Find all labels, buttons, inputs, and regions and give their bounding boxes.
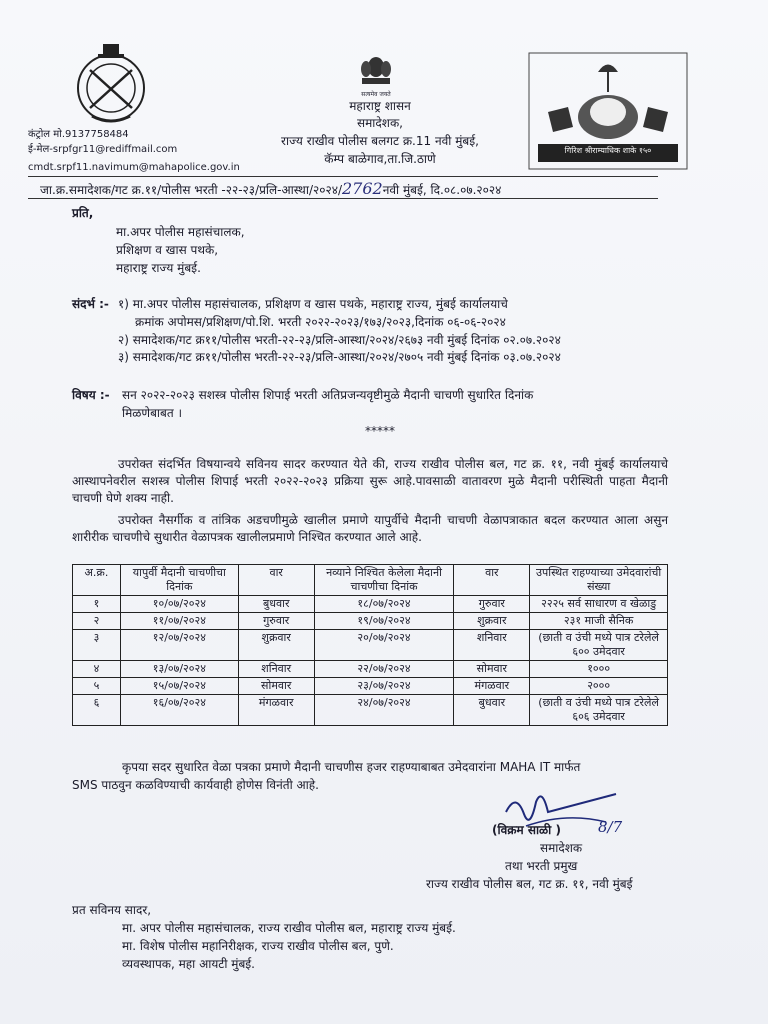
copy-to-label: प्रत सविनय सादर, <box>72 903 152 917</box>
cell-new-day: गुरुवार <box>454 596 530 613</box>
cell-old-day: बुधवार <box>238 596 314 613</box>
reference-3: ३) समादेशक/गट क्र११/पोलीस भरती-२२-२३/प्रलि-आस्था/२०२४/२७०५ नवी मुंबई दिनांक ०३.०७.२०२४ <box>118 350 561 364</box>
cell-new-date: २३/०७/२०२४ <box>314 678 454 695</box>
org-line-3: राज्य राखीव पोलीस बलगट क्र.11 नवी मुंबई, <box>281 134 479 148</box>
control-phone: कंट्रोल मो.9137758484 <box>28 129 129 140</box>
cell-new-date: २४/०७/२०२४ <box>314 695 454 726</box>
org-line-1: महाराष्ट्र शासन <box>349 99 411 113</box>
cell-new-date: २२/०७/२०२४ <box>314 661 454 678</box>
col-header-new-day: वार <box>454 565 530 596</box>
cell-old-date: १३/०७/२०२४ <box>120 661 238 678</box>
cell-new-date: २०/०७/२०२४ <box>314 630 454 661</box>
table-row <box>73 678 668 695</box>
cell-sr: ६ <box>73 695 121 726</box>
cell-candidates: २००० <box>530 678 668 695</box>
recipient-to: प्रति, <box>72 206 94 220</box>
cell-old-day: सोमवार <box>238 678 314 695</box>
recipient-line-3: महाराष्ट्र राज्य मुंबई. <box>116 261 201 275</box>
cell-old-date: १६/०७/२०२४ <box>120 695 238 726</box>
reference-1b: क्रमांक अपोमस/प्रशिक्षण/पो.शि. भरती २०२२-२०२३/१७३/२०२३,दिनांक ०६-०६-२०२४ <box>135 315 506 329</box>
cell-old-day: मंगळवार <box>238 695 314 726</box>
references-label: संदर्भ :- <box>72 297 109 311</box>
table-row <box>73 613 668 630</box>
signatory-title-1: समादेशक <box>540 841 583 855</box>
state-emblem-icon <box>356 53 396 93</box>
recipient-line-1: मा.अपर पोलीस महासंचालक, <box>116 225 245 239</box>
reference-line <box>40 181 501 198</box>
table-row <box>73 630 668 661</box>
cell-new-day: मंगळवार <box>454 678 530 695</box>
ref-suffix: नवी मुंबई, दि.०८.०७.२०२४ <box>382 183 502 197</box>
cell-old-day: गुरुवार <box>238 613 314 630</box>
emblem-caption: सत्यमेव जयते <box>361 91 391 98</box>
stars-separator: ***** <box>365 424 395 438</box>
reference-1a: १) मा.अपर पोलीस महासंचालक, प्रशिक्षण व खास पथके, महाराष्ट्र राज्य, मुंबई कार्यालयाचे <box>118 297 508 311</box>
body-paragraph-1: उपरोक्त संदर्भित विषयान्वये सविनय सादर करण्यात येते की, राज्य राखीव पोलीस बल, गट क्र. ११, नवी मुंबई कार्यालयाचे आस्थापनेवरील सशस्त्र पोलीस शिपाई भरती २०२२-२०२३ प्रक्रिया सुरू आहे.पावसाळी वातावरण मुळे मैदानी परीस्थिती पाहता मैदानी चाचणी घेणे शक्य नाही. <box>72 457 668 505</box>
cell-new-day: बुधवार <box>454 695 530 726</box>
signatory-name: (विक्रम साळी ) <box>492 823 561 837</box>
col-header-candidates: उपस्थित राहण्याच्या उमेदवारांची संख्या <box>530 565 668 596</box>
copy-to-2: मा. विशेष पोलीस महानिरीक्षक, राज्य राखीव पोलीस बल, पुणे. <box>122 939 394 953</box>
table-row <box>73 695 668 726</box>
cell-sr: १ <box>73 596 121 613</box>
col-header-old-day: वार <box>238 565 314 596</box>
signatory-title-3: राज्य राखीव पोलीस बल, गट क्र. ११, नवी मुंबई <box>426 877 633 891</box>
email-1[interactable]: ई-मेल-srpfgr11@rediffmail.com <box>28 144 178 155</box>
copy-to-3: व्यवस्थापक, महा आयटी मुंबई. <box>122 957 256 971</box>
cell-old-date: ११/०७/२०२४ <box>120 613 238 630</box>
subject-line-2: मिळणेबाबत । <box>122 406 183 420</box>
cell-sr: ५ <box>73 678 121 695</box>
ref-divider <box>28 198 658 199</box>
cell-new-date: १८/०७/२०२४ <box>314 596 454 613</box>
email-2[interactable]: cmdt.srpf11.navimum@mahapolice.gov.in <box>28 162 240 173</box>
cell-candidates: १००० <box>530 661 668 678</box>
recipient-line-2: प्रशिक्षण व खास पथके, <box>116 243 219 257</box>
signatory-title-2: तथा भरती प्रमुख <box>505 859 578 873</box>
org-line-2: समादेशक, <box>357 116 403 130</box>
cell-old-date: १५/०७/२०२४ <box>120 678 238 695</box>
cell-sr: ३ <box>73 630 121 661</box>
cell-old-day: शनिवार <box>238 661 314 678</box>
cell-new-date: १९/०७/२०२४ <box>314 613 454 630</box>
cell-sr: ४ <box>73 661 121 678</box>
cell-candidates: २२२५ सर्व साधारण व खेळाडु <box>530 596 668 613</box>
cell-old-date: १२/०७/२०२४ <box>120 630 238 661</box>
table-header-row <box>73 565 668 596</box>
subject-label: विषय :- <box>72 388 110 402</box>
closing-line-2: SMS पाठवुन कळविण्याची कार्यवाही होणेस विनंती आहे. <box>72 778 319 792</box>
cell-old-day: शुक्रवार <box>238 630 314 661</box>
reference-2: २) समादेशक/गट क्र११/पोलीस भरती-२२-२३/प्रलि-आस्था/२०२४/२६७३ नवी मुंबई दिनांक ०२.०७.२०२४ <box>118 333 561 347</box>
srpf-logo-icon <box>68 40 154 126</box>
top-divider <box>28 176 658 177</box>
col-header-new-date: नव्याने निश्चित केलेला मैदानी चाचणीचा दिनांक <box>314 565 454 596</box>
handwritten-ref-number: 2762 <box>342 179 383 198</box>
cell-sr: २ <box>73 613 121 630</box>
ref-prefix: जा.क्र.समादेशक/गट क्र.११/पोलीस भरती -२२-२३/प्रलि-आस्था/२०२४/ <box>40 183 342 197</box>
col-header-old-date: यापुर्वी मैदानी चाचणीचा दिनांक <box>120 565 238 596</box>
closing-line-1: कृपया सदर सुधारित वेळा पत्रका प्रमाणे मैदानी चाचणीस हजर राहण्याबाबत उमेदवारांना MAHA IT मार्फत <box>122 760 581 774</box>
subject-line-1: सन २०२२-२०२३ सशस्त्र पोलीस शिपाई भरती अतिप्रजन्यवृष्टीमुळे मैदानी चाचणी सुधारित दिनांक <box>122 388 534 402</box>
cell-new-day: शुक्रवार <box>454 613 530 630</box>
handwritten-date: 8/7 <box>598 818 623 836</box>
right-logo-text: गिरिश श्रीराम्याधिक शाके १५० <box>564 146 652 155</box>
org-line-4: कॅम्प बाळेगाव,ता.जि.ठाणे <box>324 152 436 166</box>
col-header-sr: अ.क्र. <box>73 565 121 596</box>
cell-candidates: २३१ माजी सैनिक <box>530 613 668 630</box>
cell-new-day: शनिवार <box>454 630 530 661</box>
cell-new-day: सोमवार <box>454 661 530 678</box>
cell-candidates: (छाती व उंची मध्ये पात्र टरेलेले ६०६ उमेदवार <box>530 695 668 726</box>
schedule-table <box>72 564 668 726</box>
body-paragraph-2: उपरोक्त नैसर्गीक व तांत्रिक अडचणीमुळे खालील प्रमाणे यापुर्वीचे मैदानी चाचणी वेळापत्राकात बदल करण्यात आला असुन शारीरीक चाचणीचे सुधारीत वेळापत्रक खालीलप्रमाणे निश्चित करण्यात आले आहे. <box>72 513 668 544</box>
table-row <box>73 596 668 613</box>
table-row <box>73 661 668 678</box>
cell-old-date: १०/०७/२०२४ <box>120 596 238 613</box>
copy-to-1: मा. अपर पोलीस महासंचालक, राज्य राखीव पोलीस बल, महाराष्ट्र राज्य मुंबई. <box>122 921 456 935</box>
cell-candidates: (छाती व उंची मध्ये पात्र टरेलेले ६०० उमेदवार <box>530 630 668 661</box>
